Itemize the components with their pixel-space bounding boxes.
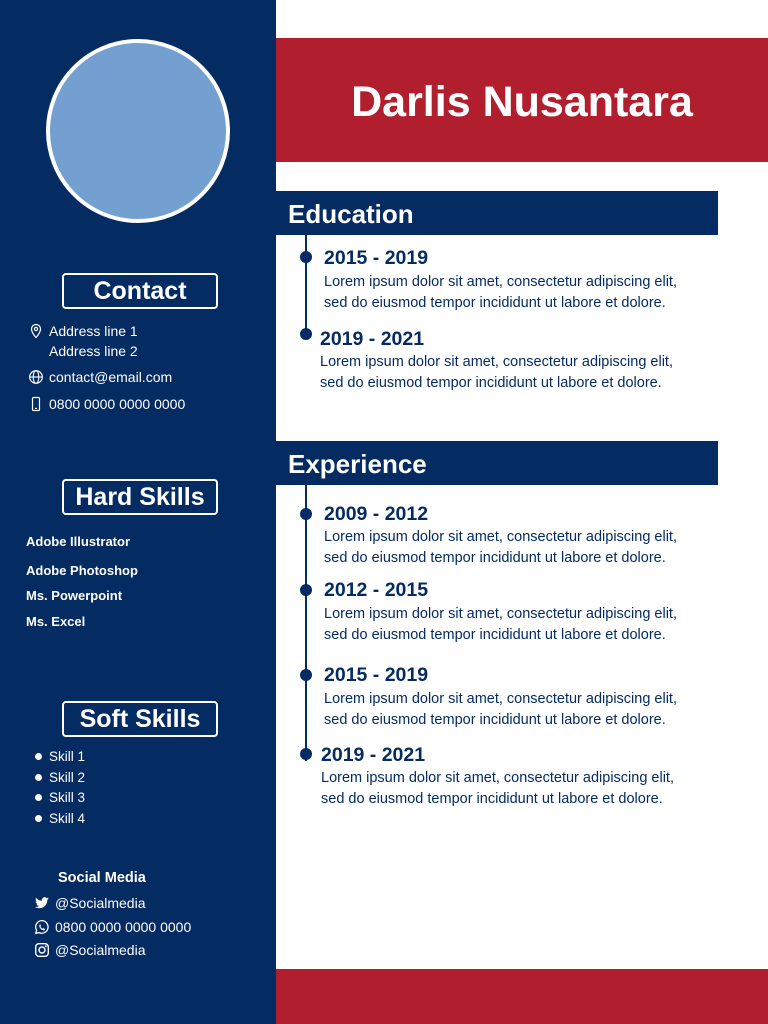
soft-skill-label: Skill 2 (49, 770, 86, 785)
footer-band (276, 969, 768, 1024)
soft-skills-heading: Soft Skills (62, 701, 218, 737)
experience-description (324, 689, 724, 730)
experience-description (321, 768, 721, 809)
description-line: Lorem ipsum dolor sit amet, consectetur adipiscing elit, (320, 354, 673, 370)
timeline-dot (300, 748, 312, 760)
soft-skill-item (35, 749, 85, 764)
hard-skill-item: Ms. Powerpoint (26, 588, 123, 603)
contact-phone-row (28, 394, 185, 414)
contact-email-row (28, 367, 172, 387)
profile-photo-placeholder (46, 39, 230, 223)
phone-icon (28, 396, 44, 412)
experience-years: 2015 - 2019 (324, 664, 429, 686)
education-heading: Education (276, 191, 718, 235)
timeline-dot (300, 669, 312, 681)
education-years: 2019 - 2021 (320, 328, 425, 350)
hard-skills-heading: Hard Skills (62, 479, 218, 515)
twitter-icon (34, 895, 50, 911)
soft-skill-label: Skill 3 (49, 790, 86, 805)
education-description (320, 352, 720, 393)
education-description (324, 272, 724, 313)
globe-icon (28, 369, 44, 385)
soft-skill-item (35, 790, 85, 805)
description-line: Lorem ipsum dolor sit amet, consectetur adipiscing elit, (324, 529, 677, 545)
experience-years: 2019 - 2021 (321, 744, 426, 766)
bullet-icon (35, 753, 42, 760)
social-instagram-row (34, 942, 145, 958)
soft-skill-label: Skill 1 (49, 749, 86, 764)
soft-skill-label: Skill 4 (49, 811, 86, 826)
experience-years: 2009 - 2012 (324, 503, 429, 525)
whatsapp-icon (34, 919, 50, 935)
soft-skill-item (35, 811, 85, 826)
description-line: sed do eiusmod tempor incididunt ut labore et dolore. (320, 374, 662, 391)
address-line-2: Address line 2 (49, 343, 138, 359)
experience-description (324, 604, 724, 645)
description-line: Lorem ipsum dolor sit amet, consectetur adipiscing elit, (324, 274, 677, 290)
description-line: Lorem ipsum dolor sit amet, consectetur adipiscing elit, (324, 691, 677, 707)
contact-heading: Contact (62, 273, 218, 309)
hard-skill-item: Adobe Photoshop (26, 563, 138, 578)
description-line: sed do eiusmod tempor incididunt ut labore et dolore. (324, 711, 666, 728)
description-line: sed do eiusmod tempor incididunt ut labore et dolore. (321, 790, 663, 807)
person-name: Darlis Nusantara (351, 78, 693, 126)
contact-email[interactable]: contact@email.com (49, 369, 173, 385)
experience-timeline-line (305, 485, 307, 761)
social-whatsapp-row (34, 919, 191, 935)
social-twitter-handle[interactable]: @Socialmedia (55, 895, 146, 911)
education-timeline-line (305, 235, 307, 335)
experience-years: 2012 - 2015 (324, 579, 429, 601)
bullet-icon (35, 815, 42, 822)
contact-address (28, 321, 138, 361)
hard-skill-item: Adobe Illustrator (26, 534, 131, 549)
education-years: 2015 - 2019 (324, 247, 429, 269)
contact-phone: 0800 0000 0000 0000 (49, 396, 186, 412)
soft-skill-item (35, 770, 85, 785)
social-media-heading: Social Media (58, 870, 146, 886)
location-pin-icon (28, 323, 44, 339)
timeline-dot (300, 584, 312, 596)
timeline-dot (300, 251, 312, 263)
timeline-dot (300, 508, 312, 520)
description-line: sed do eiusmod tempor incididunt ut labore et dolore. (324, 626, 666, 643)
hard-skill-item: Ms. Excel (26, 614, 86, 629)
bullet-icon (35, 794, 42, 801)
instagram-icon (34, 942, 50, 958)
description-line: sed do eiusmod tempor incididunt ut labore et dolore. (324, 294, 666, 311)
social-whatsapp-number[interactable]: 0800 0000 0000 0000 (55, 919, 192, 935)
description-line: Lorem ipsum dolor sit amet, consectetur adipiscing elit, (324, 606, 677, 622)
address-line-1: Address line 1 (49, 323, 138, 339)
bullet-icon (35, 774, 42, 781)
social-twitter-row (34, 895, 145, 911)
social-instagram-handle[interactable]: @Socialmedia (55, 942, 146, 958)
experience-heading: Experience (276, 441, 718, 485)
experience-description (324, 527, 724, 568)
description-line: Lorem ipsum dolor sit amet, consectetur adipiscing elit, (321, 770, 674, 786)
description-line: sed do eiusmod tempor incididunt ut labore et dolore. (324, 549, 666, 566)
timeline-dot (300, 328, 312, 340)
